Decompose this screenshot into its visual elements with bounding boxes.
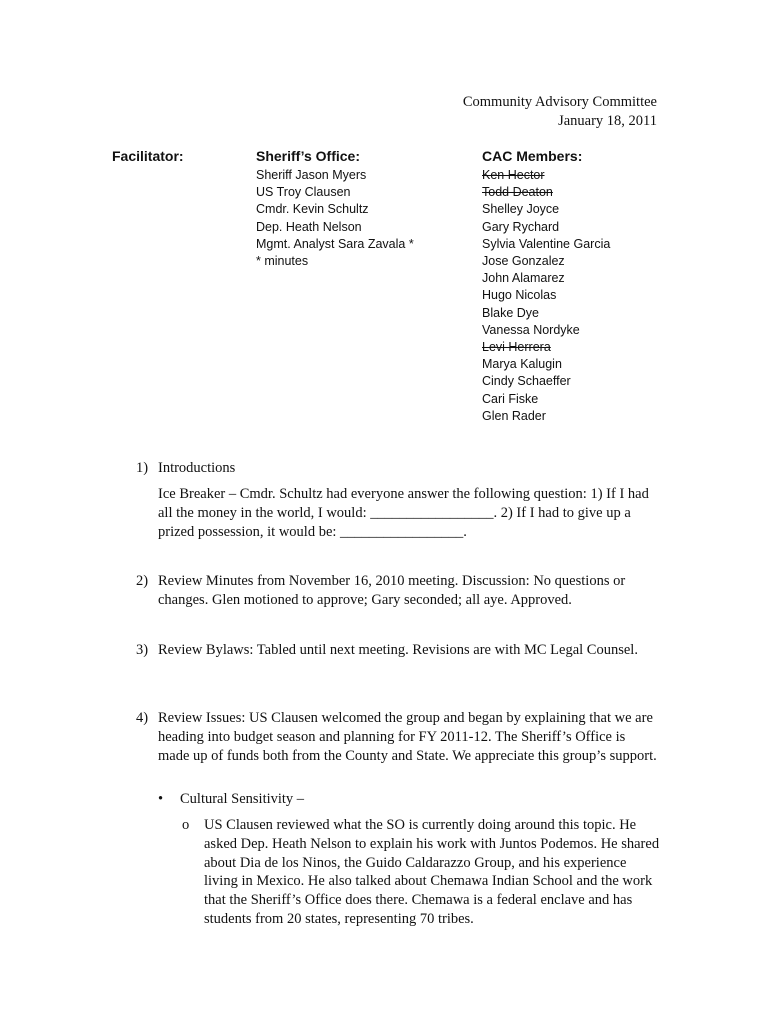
sheriff-office-column	[256, 147, 414, 270]
facilitator-label: Facilitator:	[112, 148, 184, 164]
cac-members-label: CAC Members:	[482, 148, 583, 164]
ice-breaker-text: Ice Breaker – Cmdr. Schultz had everyone answer the following question: 1) If I had all the money in the world, I would: _________________. 2) If I had to give up a prized possession, it would be: _________________.	[158, 486, 649, 540]
facilitator-column	[112, 147, 184, 167]
item-number: 2)	[136, 573, 149, 589]
circle-bullet-icon: o	[182, 817, 190, 833]
minutes-note: * minutes	[256, 254, 309, 269]
sheriff-member: US Troy Clausen	[256, 185, 351, 200]
committee-title: Community Advisory Committee	[462, 94, 657, 110]
cac-member: Sylvia Valentine Garcia	[482, 236, 611, 251]
bullet-text: Cultural Sensitivity –	[180, 791, 305, 807]
sheriff-office-label: Sheriff’s Office:	[256, 148, 360, 164]
cac-member: Cindy Schaeffer	[482, 374, 571, 389]
item-text: Review Minutes from November 16, 2010 meeting. Discussion: No questions or changes. Glen motioned to approve; Gary seconded; all aye. Approved.	[158, 573, 626, 608]
cac-member: Vanessa Nordyke	[482, 322, 580, 337]
sheriff-member: Cmdr. Kevin Schultz	[256, 202, 369, 217]
item-number: 4)	[136, 710, 149, 726]
cac-member: Cari Fiske	[482, 391, 539, 406]
cac-member: Ken Hector	[482, 168, 545, 182]
subbullet-text: US Clausen reviewed what the SO is currently doing around this topic. He asked Dep. Heath Nelson to explain his work with Juntos Podemos. He shared about Dia de los Ninos, the Guido Caldarazzo Group, and his experience living in Mexico. He also talked about Chemawa Indian School and the work that the Sheriff’s Office does there. Chemawa is a federal enclave and has students from 20 states, representing 70 tribes.	[204, 817, 660, 927]
bullet-icon: •	[158, 791, 164, 807]
cac-members-list	[482, 167, 610, 425]
sheriff-member: Dep. Heath Nelson	[256, 219, 362, 234]
sheriff-member: Sheriff Jason Myers	[256, 168, 367, 182]
item-text: Review Bylaws: Tabled until next meeting. Revisions are with MC Legal Counsel.	[158, 642, 638, 658]
item-title: Introductions	[158, 460, 236, 476]
cac-member: Gary Rychard	[482, 219, 560, 234]
sheriff-member: Mgmt. Analyst Sara Zavala *	[256, 236, 414, 251]
cac-member: Glen Rader	[482, 408, 546, 423]
cac-member: Levi Herrera	[482, 340, 551, 355]
cac-member: Todd Deaton	[482, 185, 553, 200]
cac-member: Blake Dye	[482, 305, 539, 320]
item-text: Review Issues: US Clausen welcomed the group and began by explaining that we are heading into budget season and planning for FY 2011-12. The Sheriff’s Office is made up of funds both from the County and State. We appreciate this group’s support.	[158, 710, 657, 764]
meeting-date: January 18, 2011	[558, 113, 657, 129]
cac-member: Hugo Nicolas	[482, 288, 557, 303]
cac-member: John Alamarez	[482, 271, 565, 286]
cac-member: Jose Gonzalez	[482, 254, 565, 269]
item-number: 1)	[136, 460, 149, 476]
cac-member: Marya Kalugin	[482, 357, 562, 372]
item-number: 3)	[136, 642, 149, 658]
cac-members-column	[482, 147, 610, 425]
cac-member: Shelley Joyce	[482, 202, 560, 217]
